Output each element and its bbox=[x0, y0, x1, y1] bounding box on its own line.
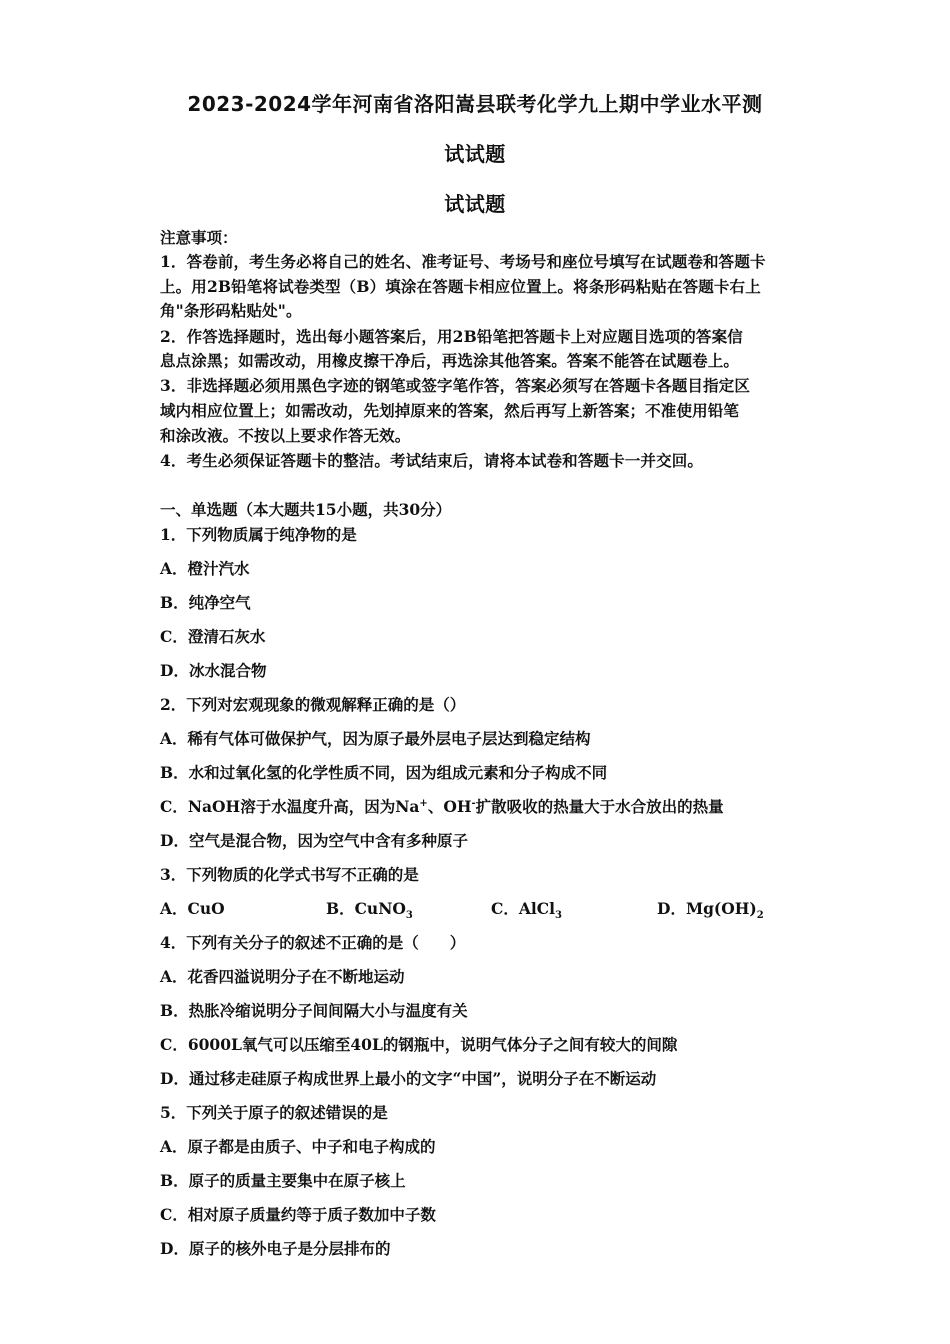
notes-line-3: 角"条形码粘贴处"。 bbox=[160, 301, 302, 320]
question-5-option-b: B．原子的质量主要集中在原子核上 bbox=[160, 1171, 406, 1190]
question-5-option-d: D．原子的核外电子是分层排布的 bbox=[160, 1239, 391, 1258]
question-3-option-c-subscript: 3 bbox=[554, 910, 562, 922]
question-1-option-c: C．澄清石灰水 bbox=[160, 627, 266, 646]
question-3-option-b-formula: B．CuNO bbox=[326, 899, 406, 918]
question-3-option-b-subscript: 3 bbox=[405, 910, 413, 922]
question-2-option-b: B．水和过氧化氢的化学性质不同，因为组成元素和分子构成不同 bbox=[160, 763, 608, 782]
sodium-ion-charge: + bbox=[419, 797, 428, 809]
question-3-option-b bbox=[326, 899, 413, 922]
question-3-option-d-formula: D．Mg(OH) bbox=[657, 899, 757, 918]
question-2-option-c-part-3: 扩散吸收的热量大于水合放出的热量 bbox=[475, 797, 724, 816]
section-heading: 一、单选题（本大题共15小题，共30分） bbox=[160, 500, 452, 519]
question-1-stem: 1．下列物质属于纯净物的是 bbox=[160, 525, 357, 544]
notes-line-5: 息点涂黑；如需改动，用橡皮擦干净后，再选涂其他答案。答案不能答在试题卷上。 bbox=[160, 351, 740, 370]
question-4-option-a: A．花香四溢说明分子在不断地运动 bbox=[160, 967, 405, 986]
document-title-line-1: 2023-2024学年河南省洛阳嵩县联考化学九上期中学业水平测 bbox=[187, 92, 763, 116]
notes-line-8: 和涂改液。不按以上要求作答无效。 bbox=[160, 426, 411, 445]
question-4-stem: 4．下列有关分子的叙述不正确的是（ ） bbox=[160, 933, 466, 952]
notes-line-1: 1．答卷前，考生务必将自己的姓名、准考证号、考场号和座位号填写在试题卷和答题卡 bbox=[160, 252, 766, 271]
notes-line-2: 上。用2B铅笔将试卷类型（B）填涂在答题卡相应位置上。将条形码粘贴在答题卡右上 bbox=[160, 277, 761, 296]
question-2-option-c-part-2: 、OH bbox=[427, 797, 472, 816]
question-4-option-c: C．6000L氧气可以压缩至40L的钢瓶中，说明气体分子之间有较大的间隙 bbox=[160, 1035, 678, 1054]
question-5-option-c: C．相对原子质量约等于质子数加中子数 bbox=[160, 1205, 436, 1224]
question-1-option-d: D．冰水混合物 bbox=[160, 661, 267, 680]
question-2-option-d: D．空气是混合物，因为空气中含有多种原子 bbox=[160, 831, 468, 850]
document-title-line-2: 试试题 bbox=[444, 142, 506, 166]
question-2-option-c-part-1: C．NaOH溶于水温度升高，因为Na bbox=[160, 797, 420, 816]
hydroxide-ion-charge: - bbox=[471, 797, 476, 809]
question-5-option-a: A．原子都是由质子、中子和电子构成的 bbox=[160, 1137, 436, 1156]
question-4-option-b: B．热胀冷缩说明分子间间隔大小与温度有关 bbox=[160, 1001, 468, 1020]
question-2-option-a: A．稀有气体可做保护气，因为原子最外层电子层达到稳定结构 bbox=[160, 729, 591, 748]
question-3-option-c bbox=[491, 899, 562, 922]
document-title-line-3: 试试题 bbox=[444, 192, 506, 216]
question-1-option-b: B．纯净空气 bbox=[160, 593, 251, 612]
question-3-options bbox=[160, 899, 800, 922]
question-5-stem: 5．下列关于原子的叙述错误的是 bbox=[160, 1103, 388, 1122]
notes-line-7: 域内相应位置上；如需改动，先划掉原来的答案，然后再写上新答案；不准使用铅笔 bbox=[160, 401, 740, 420]
notes-line-4: 2．作答选择题时，选出每小题答案后，用2B铅笔把答题卡上对应题目选项的答案信 bbox=[160, 327, 743, 346]
question-1-option-a: A．橙汁汽水 bbox=[160, 559, 250, 578]
question-2-option-c bbox=[160, 797, 724, 817]
notes-line-9: 4．考生必须保证答题卡的整洁。考试结束后，请将本试卷和答题卡一并交回。 bbox=[160, 451, 704, 470]
notes-line-6: 3．非选择题必须用黑色字迹的钢笔或签字笔作答，答案必须写在答题卡各题目指定区 bbox=[160, 376, 750, 395]
question-3-option-d bbox=[657, 899, 764, 922]
question-3-option-d-subscript: 2 bbox=[756, 910, 764, 922]
question-3-stem: 3．下列物质的化学式书写不正确的是 bbox=[160, 865, 419, 884]
question-3-option-a: A．CuO bbox=[160, 899, 225, 918]
question-4-option-d: D．通过移走硅原子构成世界上最小的文字“中国”，说明分子在不断运动 bbox=[160, 1069, 657, 1088]
question-3-option-c-formula: C．AlCl bbox=[491, 899, 555, 918]
notes-heading: 注意事项： bbox=[160, 228, 238, 247]
question-2-stem: 2．下列对宏观现象的微观解释正确的是（） bbox=[160, 695, 466, 714]
